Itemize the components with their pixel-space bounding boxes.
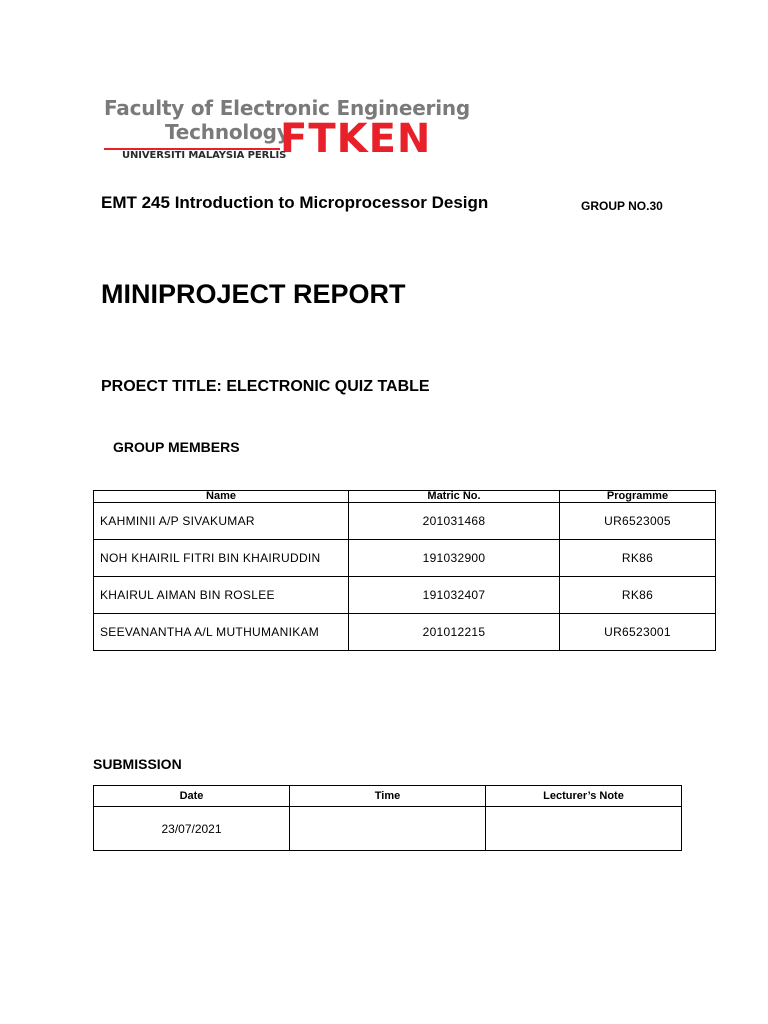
member-programme: UR6523005 xyxy=(560,503,716,540)
member-programme: RK86 xyxy=(560,577,716,614)
table-row xyxy=(94,614,716,651)
member-matric: 191032407 xyxy=(349,577,560,614)
column-header-matric: Matric No. xyxy=(349,491,560,503)
member-matric: 201031468 xyxy=(349,503,560,540)
table-header-row xyxy=(94,491,716,503)
column-header-date: Date xyxy=(94,786,290,807)
column-header-programme: Programme xyxy=(560,491,716,503)
column-header-name: Name xyxy=(94,491,349,503)
faculty-name-line1: Faculty of Electronic Engineering xyxy=(104,96,471,120)
member-matric: 201012215 xyxy=(349,614,560,651)
table-row xyxy=(94,807,682,851)
group-members-table xyxy=(93,490,716,651)
submission-time xyxy=(290,807,486,851)
report-title: MINIPROJECT REPORT xyxy=(101,279,406,309)
table-row xyxy=(94,540,716,577)
member-name: KHAIRUL AIMAN BIN ROSLEE xyxy=(94,577,349,614)
member-name: SEEVANANTHA A/L MUTHUMANIKAM xyxy=(94,614,349,651)
course-title: EMT 245 Introduction to Microprocessor Design xyxy=(101,193,489,212)
group-members-heading: GROUP MEMBERS xyxy=(113,439,240,455)
member-matric: 191032900 xyxy=(349,540,560,577)
member-name: NOH KHAIRIL FITRI BIN KHAIRUDDIN xyxy=(94,540,349,577)
table-header-row xyxy=(94,786,682,807)
table-row xyxy=(94,577,716,614)
table-row xyxy=(94,503,716,540)
member-name: KAHMINII A/P SIVAKUMAR xyxy=(94,503,349,540)
group-number: GROUP NO.30 xyxy=(581,199,663,213)
submission-heading: SUBMISSION xyxy=(93,756,182,772)
ftken-logo: FTKEN xyxy=(280,116,432,162)
submission-table xyxy=(93,785,682,851)
project-title: PROECT TITLE: ELECTRONIC QUIZ TABLE xyxy=(101,378,430,395)
column-header-time: Time xyxy=(290,786,486,807)
member-programme: RK86 xyxy=(560,540,716,577)
member-programme: UR6523001 xyxy=(560,614,716,651)
university-name: UNIVERSITI MALAYSIA PERLIS xyxy=(122,150,287,161)
submission-date: 23/07/2021 xyxy=(94,807,290,851)
column-header-lecturer-note: Lecturer’s Note xyxy=(486,786,682,807)
lecturer-note xyxy=(486,807,682,851)
faculty-name-line2: Technology xyxy=(165,120,290,144)
